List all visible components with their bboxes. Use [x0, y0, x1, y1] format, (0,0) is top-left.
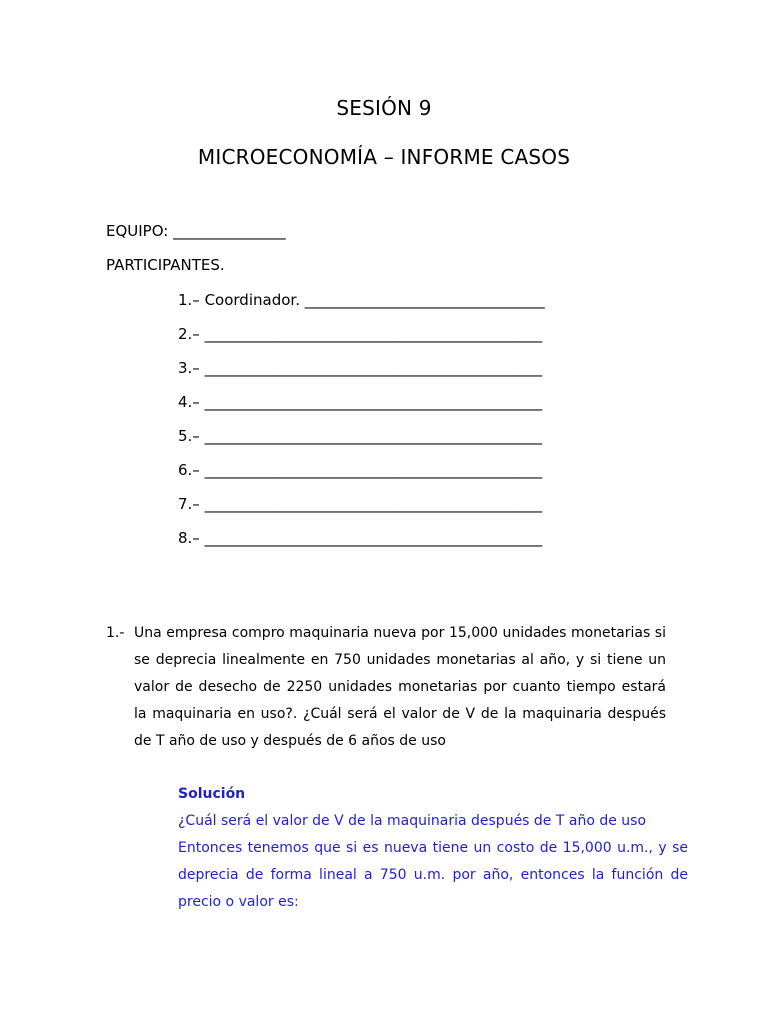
participant-row: 6.– _____________________________________________: [178, 461, 543, 479]
participants-list: [178, 289, 545, 561]
session-title: SESIÓN 9: [336, 96, 432, 120]
participant-row: 8.– _____________________________________________: [178, 529, 543, 547]
solution-block: [178, 781, 688, 916]
participants-heading: PARTICIPANTES.: [106, 256, 225, 274]
solution-heading: Solución: [178, 786, 246, 802]
participant-row: 7.– _____________________________________________: [178, 495, 543, 513]
participant-row: 2.– _____________________________________________: [178, 325, 543, 343]
participant-row-coordinator: 1.– Coordinador. ________________________________: [178, 291, 545, 309]
solution-text: Entonces tenemos que si es nueva tiene un costo de 15,000 u.m., y se deprecia de forma lineal a 750 u.m. por año, entonces la función de precio o valor es:: [178, 840, 688, 910]
solution-question: ¿Cuál será el valor de V de la maquinaria después de T año de uso: [178, 813, 647, 829]
document-title: MICROECONOMÍA – INFORME CASOS: [197, 145, 571, 169]
participant-row: 4.– _____________________________________________: [178, 393, 543, 411]
team-field: EQUIPO: _______________: [106, 222, 286, 240]
problem-statement: [106, 620, 666, 755]
problem-number: 1.-: [106, 625, 125, 641]
participant-row: 3.– _____________________________________________: [178, 359, 543, 377]
participant-row: 5.– _____________________________________________: [178, 427, 543, 445]
problem-text: Una empresa compro maquinaria nueva por 15,000 unidades monetarias si se deprecia linealmente en 750 unidades monetarias al año, y si tiene un valor de desecho de 2250 unidades monetarias por cuanto tiempo estará la maquinaria en uso?. ¿Cuál será el valor de V de la maquinaria después de T año de uso y después de 6 años de uso: [134, 625, 666, 749]
